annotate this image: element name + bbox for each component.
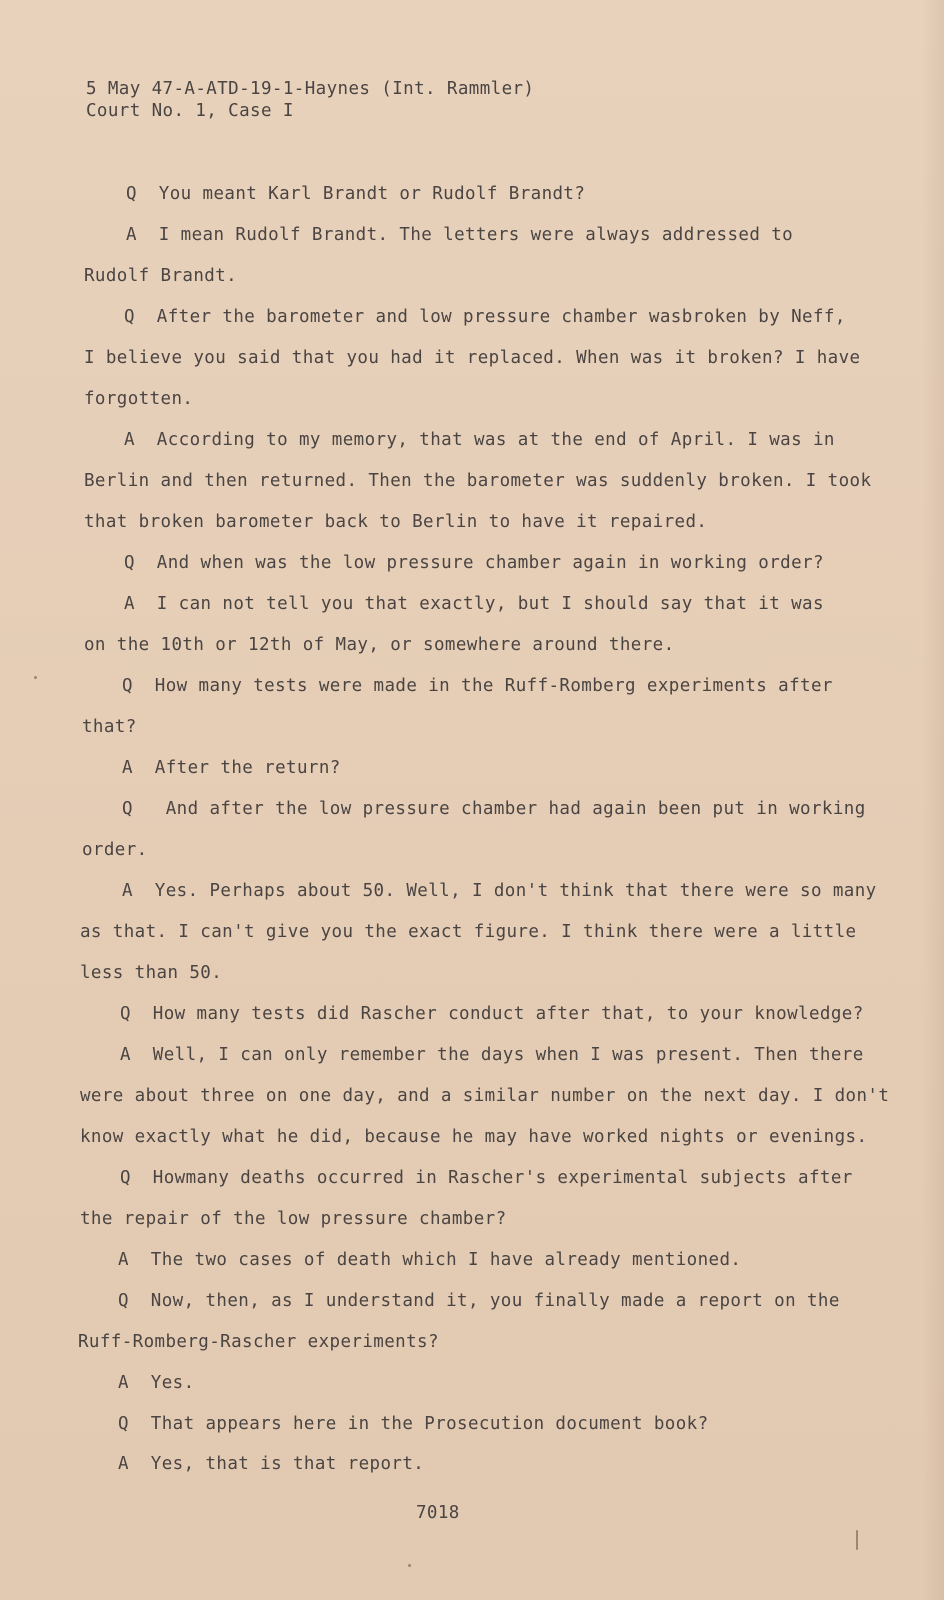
transcript-line: Q How many tests did Rascher conduct after that, to your knowledge? <box>120 1004 864 1024</box>
transcript-line: know exactly what he did, because he may have worked nights or evenings. <box>80 1127 868 1147</box>
page-edge-shadow <box>922 0 944 1600</box>
transcript-line: the repair of the low pressure chamber? <box>80 1209 507 1229</box>
paper-speck <box>34 676 37 679</box>
transcript-line: forgotten. <box>84 389 194 409</box>
transcript-line: A Yes, that is that report. <box>118 1454 425 1474</box>
paper-speck <box>408 1564 411 1567</box>
transcript-line: were about three on one day, and a similar number on the next day. I don't <box>80 1086 890 1106</box>
page-number: 7018 <box>416 1503 460 1523</box>
transcript-line: Q That appears here in the Prosecution document book? <box>118 1414 709 1434</box>
document-header <box>86 78 534 122</box>
transcript-line: Rudolf Brandt. <box>84 266 238 286</box>
transcript-line: Q You meant Karl Brandt or Rudolf Brandt? <box>126 184 586 204</box>
transcript-line: A I can not tell you that exactly, but I should say that it was <box>124 594 824 614</box>
transcript-line: order. <box>82 840 148 860</box>
transcript-line: that? <box>82 717 137 737</box>
header-line-2: Court No. 1, Case I <box>86 101 294 121</box>
transcript-line: A Yes. <box>118 1373 195 1393</box>
transcript-line: I believe you said that you had it replaced. When was it broken? I have <box>84 348 861 368</box>
paper-mark <box>856 1530 858 1550</box>
transcript-line: Q After the barometer and low pressure chamber wasbroken by Neff, <box>124 307 846 327</box>
transcript-line: that broken barometer back to Berlin to have it repaired. <box>84 512 708 532</box>
transcript-line: Q Howmany deaths occurred in Rascher's experimental subjects after <box>120 1168 853 1188</box>
transcript-line: A After the return? <box>122 758 341 778</box>
transcript-line: Q Now, then, as I understand it, you finally made a report on the <box>118 1291 840 1311</box>
transcript-line: A Yes. Perhaps about 50. Well, I don't think that there were so many <box>122 881 877 901</box>
header-line-1: 5 May 47-A-ATD-19-1-Haynes (Int. Rammler) <box>86 79 535 99</box>
transcript-line: Q How many tests were made in the Ruff-Romberg experiments after <box>122 676 833 696</box>
transcript-line: A The two cases of death which I have already mentioned. <box>118 1250 742 1270</box>
transcript-line: Q And when was the low pressure chamber again in working order? <box>124 553 824 573</box>
transcript-line: on the 10th or 12th of May, or somewhere around there. <box>84 635 675 655</box>
transcript-line: A According to my memory, that was at the end of April. I was in <box>124 430 835 450</box>
transcript-line: Q And after the low pressure chamber had again been put in working <box>122 799 866 819</box>
transcript-line: Ruff-Romberg-Rascher experiments? <box>78 1332 439 1352</box>
transcript-line: as that. I can't give you the exact figure. I think there were a little <box>80 922 857 942</box>
transcript-line: A I mean Rudolf Brandt. The letters were always addressed to <box>126 225 794 245</box>
transcript-line: Berlin and then returned. Then the barometer was suddenly broken. I took <box>84 471 872 491</box>
transcript-line: less than 50. <box>80 963 223 983</box>
transcript-line: A Well, I can only remember the days when I was present. Then there <box>120 1045 864 1065</box>
